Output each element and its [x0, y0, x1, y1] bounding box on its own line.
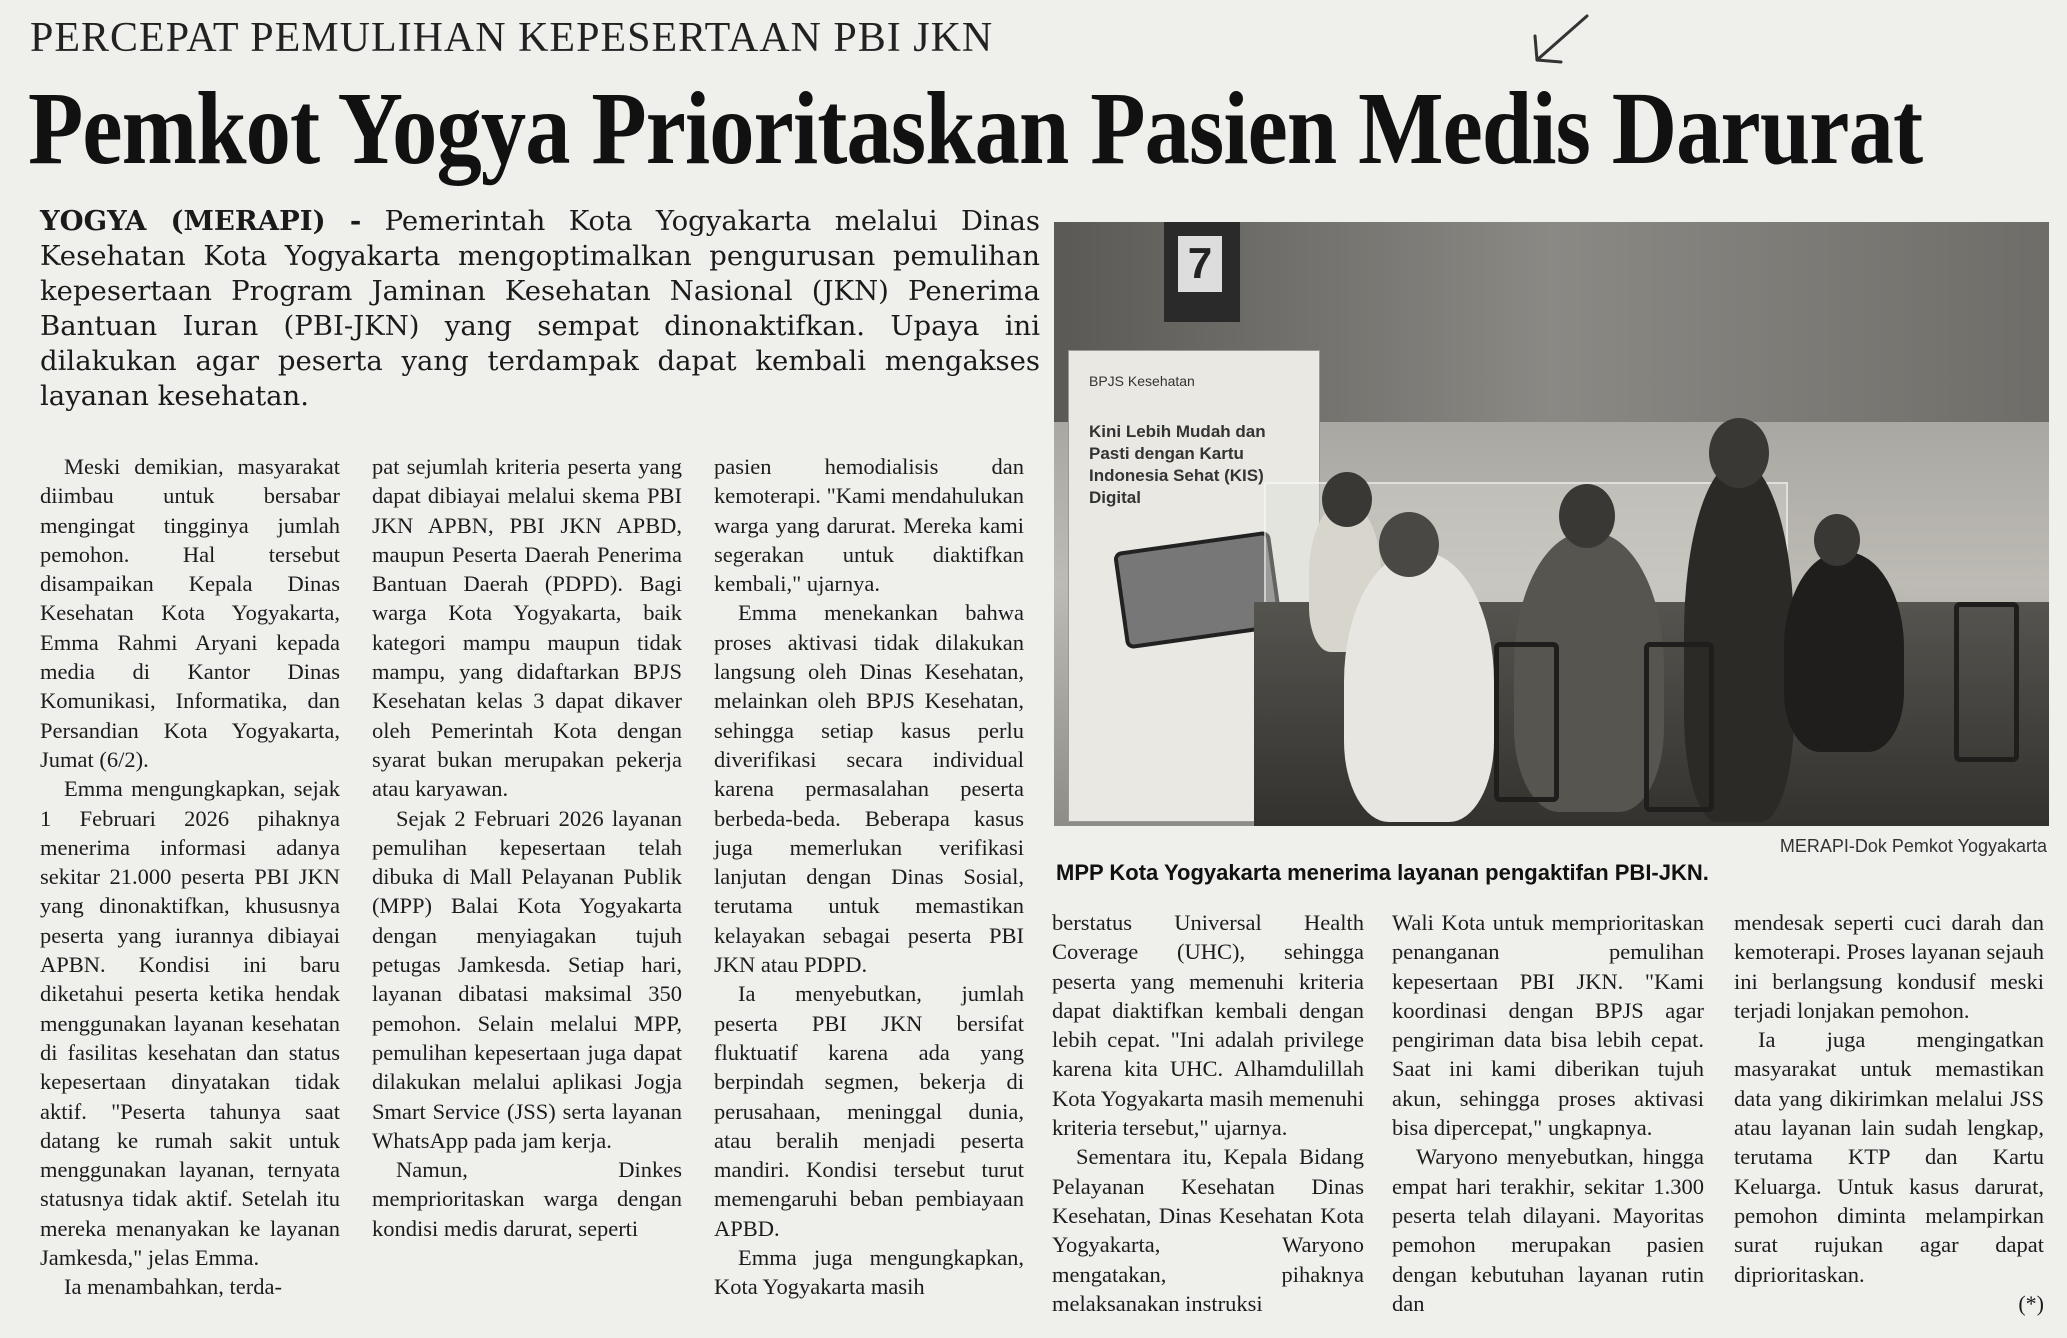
counter-sign — [1164, 222, 1240, 322]
visitor-head — [1379, 512, 1439, 577]
paragraph: Ia menyebutkan, jumlah peserta PBI JKN bersifat fluktuatif karena ada yang berpindah segmen, bekerja di perusahaan, meninggal dunia, atau beralih menjadi peserta mandiri. Kondisi tersebut turut memengaruhi beban pembiayaan APBD. — [714, 981, 1024, 1241]
column-4 — [1052, 908, 1364, 1333]
column-2 — [372, 452, 682, 1332]
paragraph: Ia juga mengingatkan masyarakat untuk memastikan data yang dikirimkan melalui JSS atau layanan lain sudah lengkap, terutama KTP dan Kartu Keluarga. Untuk kasus darurat, pemohon diminta melampirkan surat rujukan agar dapat diprioritaskan. — [1734, 1027, 2044, 1287]
paragraph: Emma juga mengungkapkan, Kota Yogyakarta masih — [714, 1245, 1024, 1300]
officer-head — [1322, 472, 1372, 527]
column-6 — [1734, 908, 2044, 1333]
photo — [1054, 222, 2049, 826]
paragraph: pat sejumlah kriteria peserta yang dapat dibiayai melalui skema PBI JKN APBN, PBI JKN APBD, maupun Peserta Daerah Penerima Bantuan Daerah (PDPD). Bagi warga Kota Yogyakarta, baik kategori mampu maupun tidak mampu, yang didaftarkan BPJS Kesehatan kelas 3 dapat dikaver oleh Pemerintah Kota dengan syarat bukan merupakan pekerja atau karyawan. — [372, 454, 682, 802]
paragraph: berstatus Universal Health Coverage (UHC), sehingga peserta yang memenuhi kriteria dapat diaktifkan kembali dengan lebih cepat. "Ini adalah privilege karena kita UHC. Alhamdulillah Kota Yogyakarta masih memenuhi kriteria tersebut," ujarnya. — [1052, 910, 1364, 1141]
paragraph: Meski demikian, masyarakat diimbau untuk bersabar mengingat tingginya jumlah pemohon. Hal tersebut disampaikan Kepala Dinas Kesehatan Kota Yogyakarta, Emma Rahmi Aryani kepada media di Kantor Dinas Komunikasi, Informatika, dan Persandian Kota Yogyakarta, Jumat (6/2). — [40, 454, 340, 772]
visitor-head — [1814, 514, 1860, 566]
lead-text: Pemerintah Kota Yogyakarta melalui Dinas Kesehatan Kota Yogyakarta mengoptimalkan pengurusan pemulihan kepesertaan Program Jaminan Kesehatan Nasional (JKN) Penerima Bantuan Iuran (PBI-JKN) yang sempat dinonaktifkan. Upaya ini dilakukan agar peserta yang terdampak dapat kembali mengakses layanan kesehatan. — [40, 205, 1041, 412]
headline: Pemkot Yogya Prioritaskan Pasien Medis Darurat — [28, 71, 1923, 186]
visitor — [1784, 552, 1904, 752]
lead-paragraph — [40, 204, 1040, 414]
paragraph: mendesak seperti cuci darah dan kemoterapi. Proses layanan sejauh ini berlangsung kondusif meski terjadi lonjakan pemohon. — [1734, 910, 2044, 1023]
paragraph: Wali Kota untuk memprioritaskan penanganan pemulihan kepesertaan PBI JKN. "Kami koordinasi dengan BPJS agar pengiriman data bisa lebih cepat. Saat ini kami diberikan tujuh akun, sehingga proses aktivasi bisa dipercepat," ungkapnya. — [1392, 910, 1704, 1141]
banner-brand: BPJS Kesehatan — [1089, 373, 1195, 389]
column-5 — [1392, 908, 1704, 1333]
chair — [1954, 602, 2019, 762]
banner-slogan: Kini Lebih Mudah dan Pasti dengan Kartu Indonesia Sehat (KIS) Digital — [1089, 422, 1266, 507]
end-mark: (*) — [2018, 1290, 2044, 1316]
paragraph: Emma mengungkapkan, sejak 1 Februari 2026 pihaknya menerima informasi adanya sekitar 21.000 peserta PBI JKN yang dinonaktifkan, khususnya peserta yang iurannya dibiayai APBN. Kondisi ini baru diketahui peserta ketika hendak menggunakan layanan kesehatan di fasilitas kesehatan dan status kepesertaan dinyatakan tidak aktif. "Peserta tahunya saat datang ke rumah sakit untuk menggunakan layanan, ternyata statusnya tidak aktif. Setelah itu mereka menanyakan ke layanan Jamkesda," jelas Emma. — [40, 776, 340, 1271]
paragraph: pasien hemodialisis dan kemoterapi. "Kami mendahulukan warga yang darurat. Mereka kami segerakan untuk diaktifkan kembali," ujarnya. — [714, 454, 1024, 597]
paragraph: Sementara itu, Kepala Bidang Pelayanan Kesehatan Dinas Kesehatan, Dinas Kesehatan Kota Yogyakarta, Waryono mengatakan, pihaknya melaksanakan instruksi — [1052, 1144, 1364, 1316]
kicker: PERCEPAT PEMULIHAN KEPESERTAAN PBI JKN — [30, 15, 994, 61]
paragraph: Emma menekankan bahwa proses aktivasi tidak dilakukan langsung oleh Dinas Kesehatan, melainkan oleh BPJS Kesehatan, sehingga setiap kasus perlu diverifikasi secara individual karena permasalahan peserta berbeda-beda. Beberapa kasus juga memerlukan verifikasi lanjutan dengan Dinas Sosial, terutama untuk memastikan kelayakan sebagai peserta PBI JKN atau PDPD. — [714, 600, 1024, 978]
visitor-head — [1559, 484, 1615, 548]
paragraph: Ia menambahkan, terda- — [64, 1274, 283, 1300]
column-1 — [40, 452, 340, 1332]
visitor — [1344, 552, 1494, 822]
visitor-head — [1709, 418, 1769, 488]
paragraph: Sejak 2 Februari 2026 layanan pemulihan kepesertaan telah dibuka di Mall Pelayanan Publik (MPP) Balai Kota Yogyakarta dengan menyiagakan tujuh petugas Jamkesda. Setiap hari, layanan dibatasi maksimal 350 pemohon. Selain melalui MPP, pemulihan kepesertaan juga dapat dilakukan melalui aplikasi Jogja Smart Service (JSS) serta layanan WhatsApp pada jam kerja. — [372, 805, 682, 1153]
column-3 — [714, 452, 1024, 1332]
chair — [1644, 642, 1714, 812]
photo-credit: MERAPI-Dok Pemkot Yogyakarta — [1779, 836, 2047, 856]
handwritten-arrow-icon — [1515, 8, 1595, 78]
paragraph: Waryono menyebutkan, hingga empat hari terakhir, sekitar 1.300 peserta telah dilayani. Mayoritas pemohon merupakan pasien dengan kebutuhan layanan rutin dan — [1392, 1144, 1704, 1316]
counter-number: 7 — [1178, 236, 1222, 292]
paragraph: Namun, Dinkes memprioritaskan warga dengan kondisi medis darurat, seperti — [372, 1157, 682, 1241]
photo-caption: MPP Kota Yogyakarta menerima layanan pengaktifan PBI-JKN. — [1056, 860, 1709, 885]
dateline: YOGYA (MERAPI) - — [40, 205, 362, 237]
chair — [1494, 642, 1559, 802]
